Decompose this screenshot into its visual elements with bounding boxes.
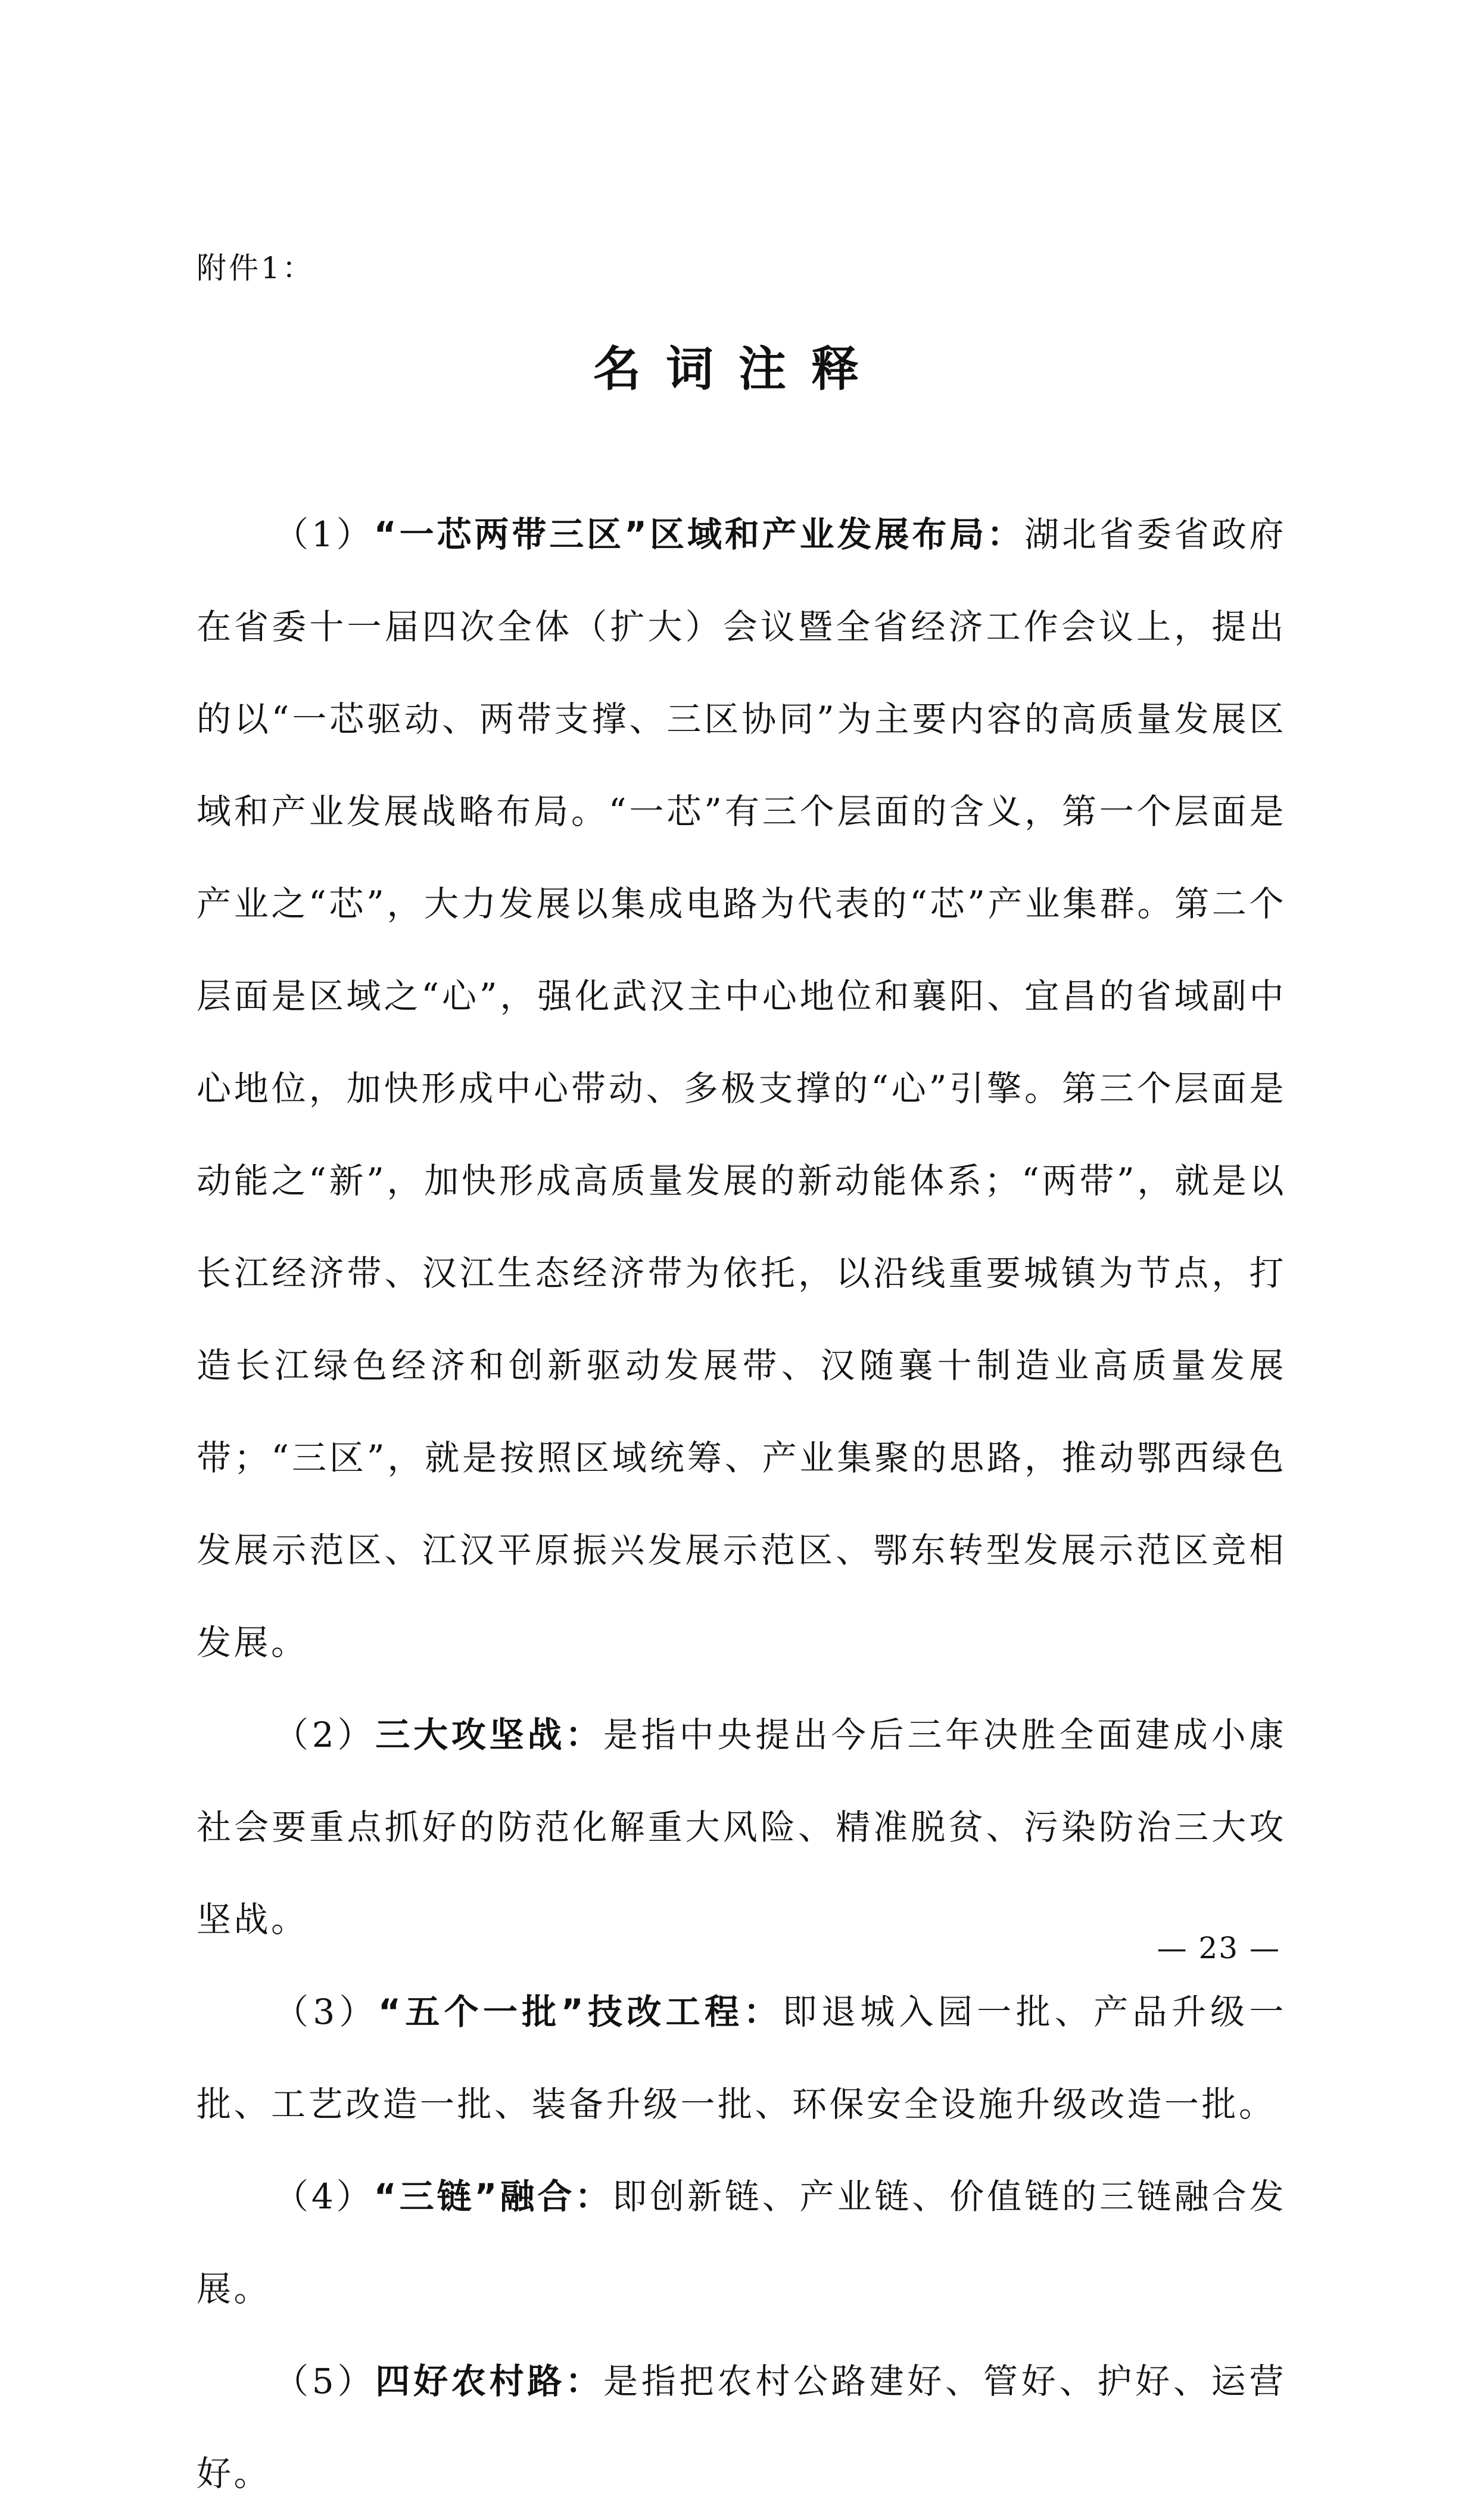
entry-number: （4） xyxy=(274,2176,374,2217)
entry-term: “三链”融合： xyxy=(373,2176,613,2217)
glossary-body xyxy=(197,489,1286,2520)
glossary-entry-3 xyxy=(197,1966,1286,2151)
entry-term: “一芯两带三区”区域和产业发展布局： xyxy=(373,514,1025,555)
page-number: — 23 — xyxy=(1157,1931,1280,1965)
entry-number: （2） xyxy=(274,1715,376,1755)
page-title: 名词注释 xyxy=(593,341,884,397)
attachment-label: 附件1： xyxy=(197,251,314,285)
entry-term: 四好农村路： xyxy=(375,2361,604,2401)
glossary-entry-4 xyxy=(197,2151,1286,2335)
entry-definition: 湖北省委省政府在省委十一届四次全体（扩大）会议暨全省经济工作会议上，提出的以“一芯驱动、两带支撑、三区协同”为主要内容的高质量发展区域和产业发展战略布局。“一芯”有三个层面的含义，第一个层面是产业之“芯”，大力发展以集成电路为代表的“芯”产业集群。第二个层面是区域之“心”，强化武汉主中心地位和襄阳、宜昌的省域副中心地位，加快形成中心带动、多极支撑的“心”引擎。第三个层面是动能之“新”，加快形成高质量发展的新动能体系；“两带”，就是以长江经济带、汉江生态经济带为依托，以沿线重要城镇为节点，打造长江绿色经济和创新驱动发展带、汉随襄十制造业高质量发展带；“三区”，就是按照区域统筹、产业集聚的思路，推动鄂西绿色发展示范区、江汉平原振兴发展示范区、鄂东转型发展示范区竞相发展。 xyxy=(197,514,1286,1663)
entry-definition: 即退城入园一批、产品升级一批、工艺改造一批、装备升级一批、环保安全设施升级改造一批。 xyxy=(197,1992,1286,2124)
glossary-entry-2 xyxy=(197,1689,1286,1966)
glossary-entry-5 xyxy=(197,2335,1286,2520)
entry-definition: 即创新链、产业链、价值链的三链融合发展。 xyxy=(197,2176,1286,2309)
entry-term: 三大攻坚战： xyxy=(375,1715,604,1755)
glossary-entry-1 xyxy=(197,489,1286,1689)
entry-number: （3） xyxy=(274,1992,378,2032)
entry-definition: 是指中央提出今后三年决胜全面建成小康社会要重点抓好的防范化解重大风险、精准脱贫、污染防治三大攻坚战。 xyxy=(197,1715,1286,1940)
entry-definition: 是指把农村公路建好、管好、护好、运营好。 xyxy=(197,2361,1286,2494)
entry-number: （1） xyxy=(274,514,374,555)
entry-term: “五个一批”技改工程： xyxy=(378,1992,783,2032)
entry-number: （5） xyxy=(274,2361,376,2401)
